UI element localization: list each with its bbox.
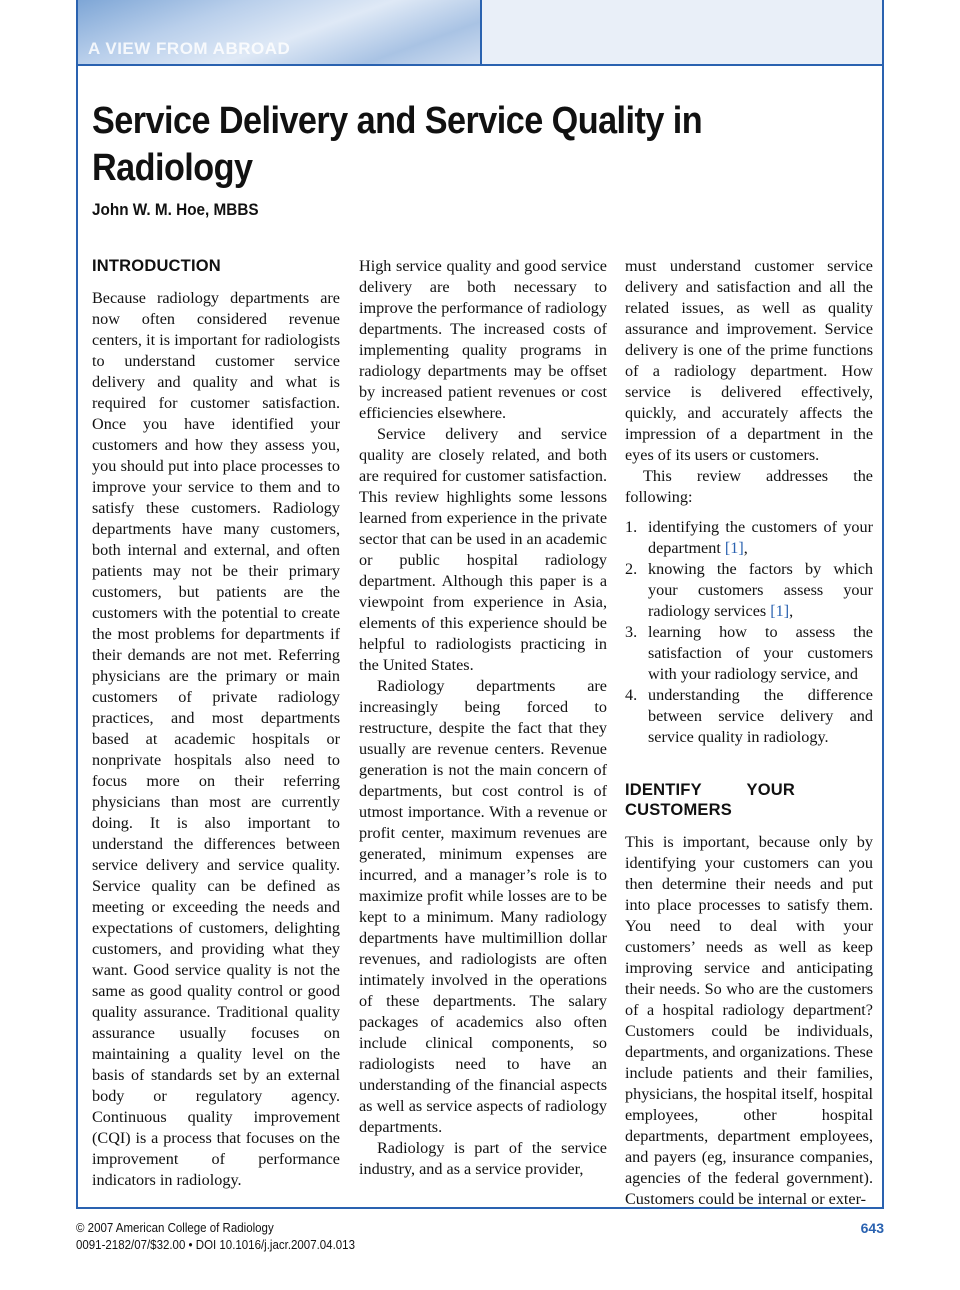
- list-number: 4.: [625, 686, 638, 704]
- article-title: Service Delivery and Service Quality in Radiology: [92, 100, 703, 189]
- list-text: identifying the customers of your department: [648, 518, 873, 557]
- citation-link[interactable]: [1]: [770, 602, 790, 620]
- list-item: [625, 685, 873, 748]
- paragraph: Radiology is part of the service industry, and as a service provider,: [359, 1139, 607, 1178]
- list-text: knowing the factors by which your customers assess your radiology services: [648, 560, 873, 620]
- list-item: [625, 517, 873, 559]
- paragraph: Radiology departments are increasingly being forced to restructure, despite the fact that they usually are revenue centers. Revenue generation is not the main concern of departments, but cost control is of utmost importance. With a revenue or profit center, maximum revenues are generated, minimum expenses are incurred, and a manager’s role is to maximize profit while losses are to be kept to a minimum. Many radiology departments have multimillion dollar revenues, and radiologists are often intimately involved in the operations of these departments. The salary packages of academics also often include clinical components, so radiologists need to have an understanding of the financial aspects as well as service aspects of radiology departments.: [359, 677, 607, 1136]
- list-punct: ,: [789, 602, 794, 620]
- list-number: 3.: [625, 623, 638, 641]
- citation-link[interactable]: [1]: [724, 539, 744, 557]
- list-text: learning how to assess the satisfaction of your customers with your radiology service, and: [648, 623, 873, 683]
- list-item: [625, 622, 873, 685]
- text-column-2: [359, 256, 607, 1180]
- text-column-3: [625, 256, 873, 1210]
- section-heading-introduction: INTRODUCTION: [92, 257, 221, 275]
- section-label: A VIEW FROM ABROAD: [88, 39, 291, 58]
- article-frame: [76, 0, 884, 1209]
- list-item: [625, 559, 873, 622]
- article-author: John W. M. Hoe, MBBS: [92, 200, 259, 219]
- paragraph: Service delivery and service quality are closely related, and both are required for customer satisfaction. This review highlights some lessons learned from experience in the private sector that can be used in an academic or public hospital radiology department. Although this paper is a viewpoint from experience in Asia, elements of this experience should be helpful to radiologists practicing in the United States.: [359, 425, 607, 674]
- paragraph: High service quality and good service delivery are both necessary to improve the performance of radiology departments. The increased costs of implementing quality programs in radiology departments may be offset by increased patient revenues or cost efficiencies elsewhere.: [359, 257, 607, 422]
- page-number: 643: [860, 1220, 884, 1236]
- copyright-line: © 2007 American College of Radiology: [76, 1221, 274, 1235]
- doi-line: 0091-2182/07/$32.00 • DOI 10.1016/j.jacr.2007.04.013: [76, 1238, 355, 1252]
- footer-info: [76, 1220, 355, 1254]
- paragraph: This review addresses the following:: [625, 467, 873, 506]
- list-punct: ,: [743, 539, 748, 557]
- paragraph: Because radiology departments are now often considered revenue centers, it is important for radiologists to understand customer service delivery and quality and what is required for customer satisfaction. Once you have identified your customers and how they assess you, you should put into place processes to improve your service to them and to satisfy these customers. Radiology departments have many customers, both internal and external, and often patients may not be their primary customers, but patients are the customers with the potential to create the most problems for departments if their demands are not met. Referring physicians are the primary or main customers of private radiology practices, and most departments based at academic hospitals or nonprivate hospitals also need to focus more on their referring physicians than most are currently doing. It is also important to understand the differences between service delivery and service quality. Service quality can be defined as meeting or exceeding the needs and expectations of customers, delighting customers, and providing what they want. Good service quality is not the same as good quality control or good quality assurance. Traditional quality assurance usually focuses on maintaining a quality level on the basis of standards set by an external body or regulatory agency. Continuous quality improvement (CQI) is a process that focuses on the improvement of performance indicators in radiology.: [92, 289, 340, 1189]
- section-banner: [78, 0, 882, 66]
- review-list: [625, 517, 873, 748]
- paragraph: must understand customer service delivery and satisfaction and all the related issues, as well as quality assurance and improvement. Service delivery is one of the prime functions of a radiology department. How service is delivered effectively, quickly, and accurately affects the impression of a department in the eyes of its users or customers.: [625, 257, 873, 464]
- list-number: 1.: [625, 518, 638, 536]
- section-heading-identify-customers: IDENTIFY YOUR CUSTOMERS: [625, 781, 795, 819]
- list-number: 2.: [625, 560, 638, 578]
- list-text: understanding the difference between service delivery and service quality in radiology.: [648, 686, 873, 746]
- text-column-1: [92, 256, 340, 1191]
- paragraph: This is important, because only by identifying your customers can you then determine their needs and put into place processes to satisfy them. You need to deal with your customers’ needs as well as keep improving service and anticipating their needs. So who are the customers of a hospital radiology department? Customers could be individuals, departments, and organizations. These include patients and their families, physicians, the hospital itself, hospital employees, other hospital departments, department employees, and payers (eg, insurance companies, agencies of the federal government). Customers could be internal or exter-: [625, 833, 873, 1208]
- banner-photo: [78, 0, 482, 64]
